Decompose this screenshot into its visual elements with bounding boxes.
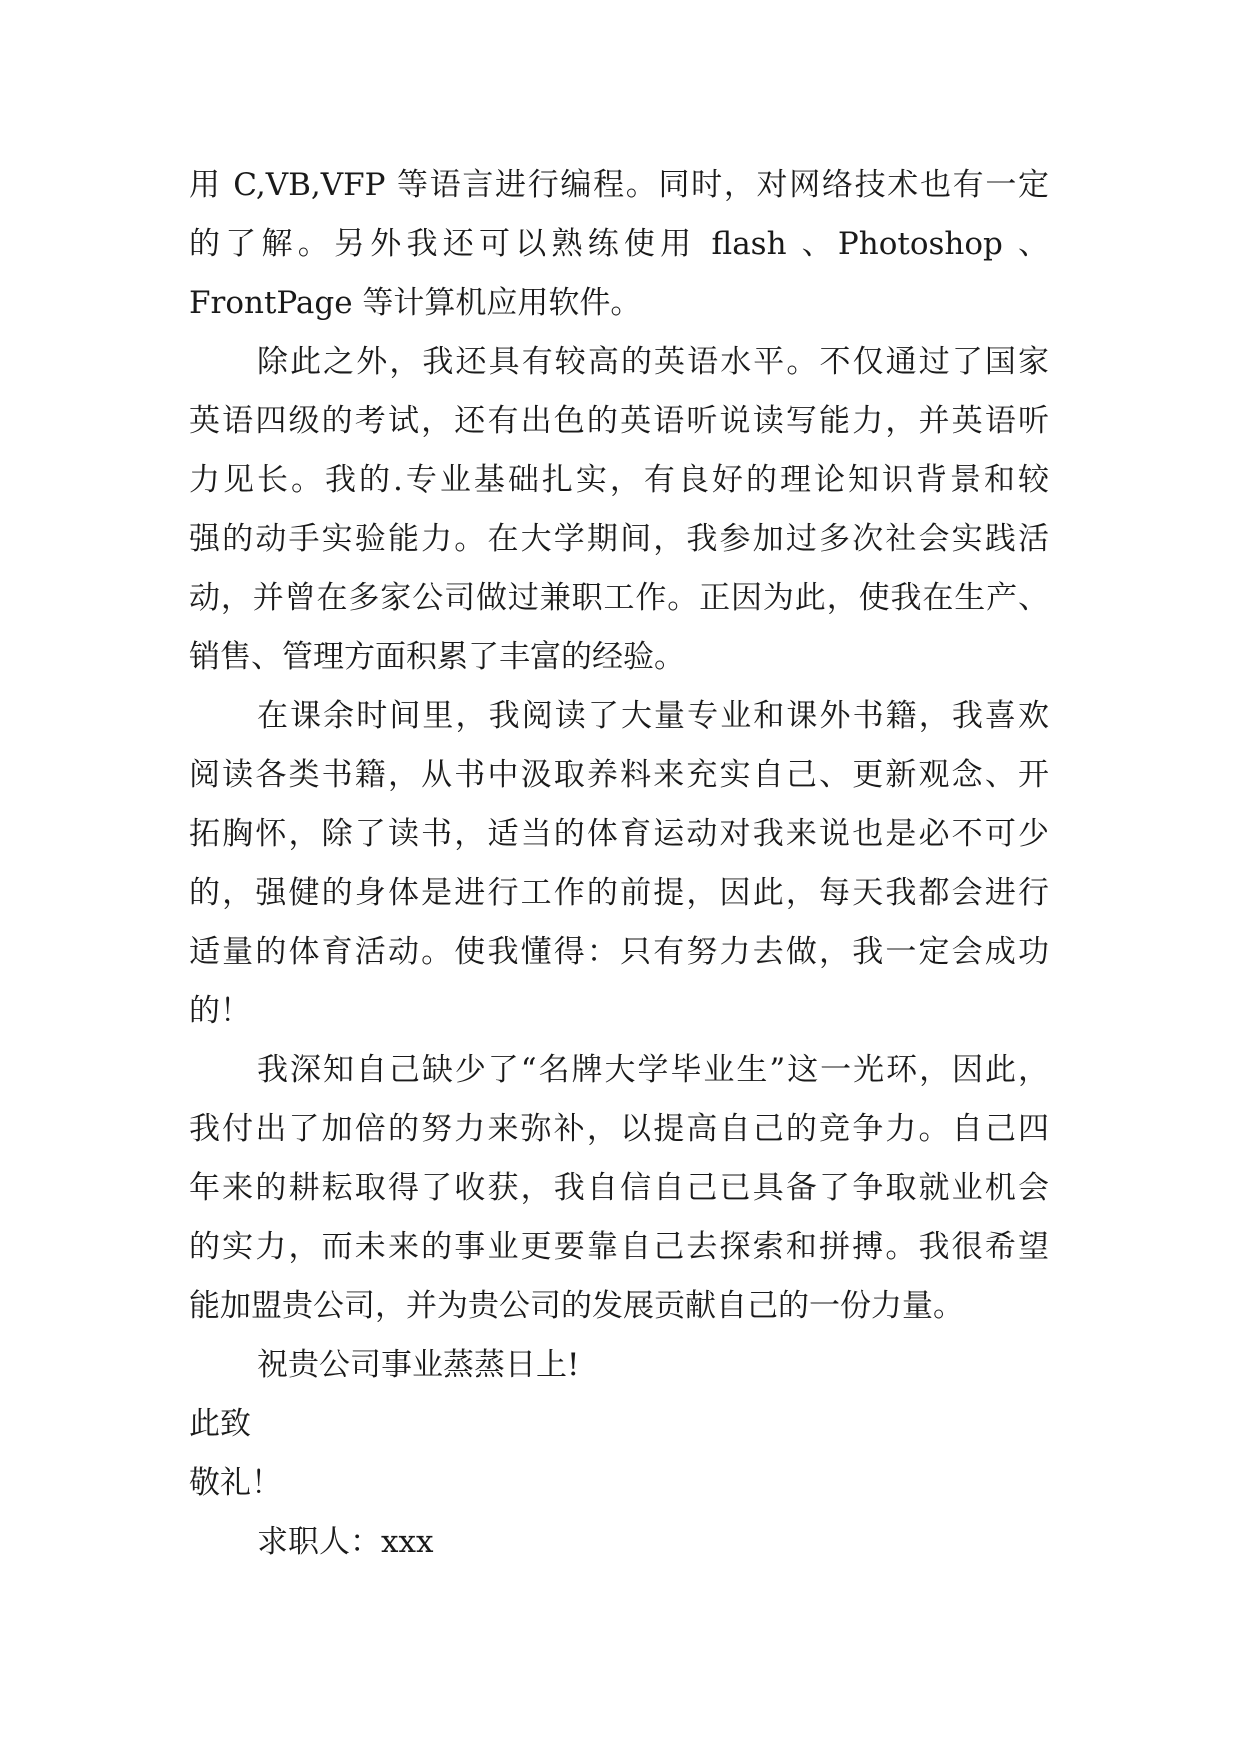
text-line: 我付出了加倍的努力来弥补，以提高自己的竞争力。自己四 — [189, 1111, 1049, 1147]
closing-wish: 祝贵公司事业蒸蒸日上! — [257, 1347, 580, 1383]
text-line: 年来的耕耘取得了收获，我自信自己已具备了争取就业机会 — [189, 1170, 1049, 1206]
signature-line: 求职人：xxx — [257, 1524, 434, 1560]
text-line: 适量的体育活动。使我懂得：只有努力去做，我一定会成功 — [189, 934, 1049, 970]
paragraph-start-line: 我深知自己缺少了“名牌大学毕业生”这一光环，因此， — [257, 1052, 1049, 1088]
text-line: 的了解。另外我还可以熟练使用 flash 、Photoshop 、 — [189, 226, 1049, 262]
text-line: 阅读各类书籍，从书中汲取养料来充实自己、更新观念、开 — [189, 757, 1049, 793]
salutation-line: 敬礼！ — [189, 1465, 282, 1501]
text-line: 力见长。我的.专业基础扎实，有良好的理论知识背景和较 — [189, 462, 1049, 498]
text-line: 动，并曾在多家公司做过兼职工作。正因为此，使我在生产、 — [189, 580, 1049, 616]
text-line: FrontPage 等计算机应用软件。 — [189, 285, 642, 321]
text-line: 能加盟贵公司，并为贵公司的发展贡献自己的一份力量。 — [189, 1288, 964, 1324]
text-line: 英语四级的考试，还有出色的英语听说读写能力，并英语听 — [189, 403, 1049, 439]
text-line: 的！ — [189, 993, 251, 1029]
paragraph-start-line: 除此之外，我还具有较高的英语水平。不仅通过了国家 — [257, 344, 1049, 380]
text-line: 拓胸怀，除了读书，适当的体育运动对我来说也是必不可少 — [189, 816, 1049, 852]
paragraph-start-line: 在课余时间里，我阅读了大量专业和课外书籍，我喜欢 — [257, 698, 1049, 734]
text-line: 用 C,VB,VFP 等语言进行编程。同时，对网络技术也有一定 — [189, 167, 1049, 203]
text-line: 强的动手实验能力。在大学期间，我参加过多次社会实践活 — [189, 521, 1049, 557]
text-line: 销售、管理方面积累了丰富的经验。 — [189, 639, 685, 675]
salutation-line: 此致 — [189, 1406, 251, 1442]
text-line: 的实力，而未来的事业更要靠自己去探索和拼搏。我很希望 — [189, 1229, 1049, 1265]
text-line: 的，强健的身体是进行工作的前提，因此，每天我都会进行 — [189, 875, 1049, 911]
